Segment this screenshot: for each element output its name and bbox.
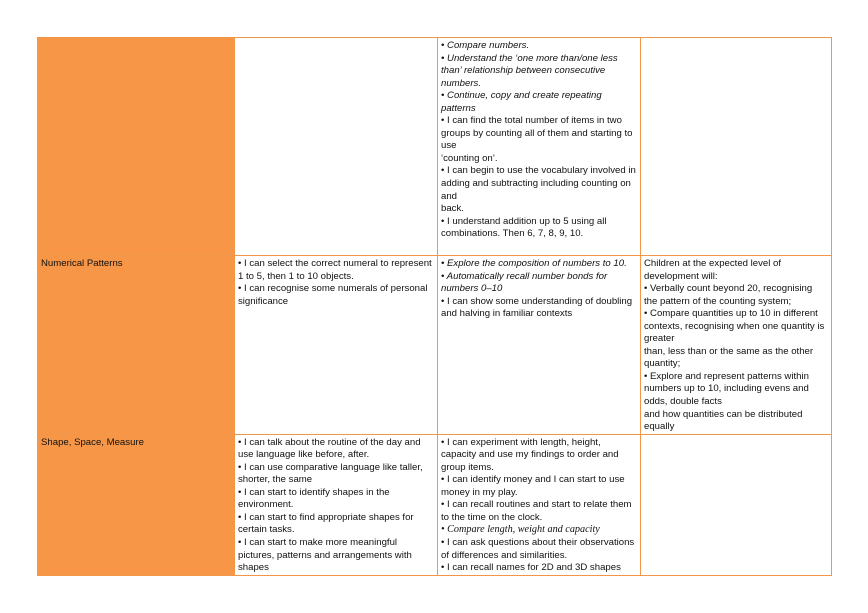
statement-line: • I can identify money and I can start to use money in my play. — [441, 474, 628, 498]
statement-line: back. — [441, 203, 464, 215]
statement-line: • I understand addition up to 5 using all combinations. Then 6, 7, 8, 9, 10. — [441, 215, 610, 240]
statement-line: • Explore and represent patterns within numbers up to 10, including evens and odds, double facts — [644, 370, 812, 408]
statement-line: • I can recognise some numerals of personal significance — [238, 283, 431, 307]
statements-cell-3 — [641, 256, 832, 435]
statement-line: • I can experiment with length, height, capacity and use my findings to order and group items. — [441, 436, 622, 473]
curriculum-table — [37, 37, 832, 576]
statements-cell-2 — [438, 256, 641, 435]
statements-cell-1 — [235, 434, 438, 575]
statement-line: • I can ask questions about their observations of differences and similarities. — [441, 537, 637, 561]
table-row — [38, 38, 832, 256]
statement-line: • Compare length, weight and capacity — [441, 524, 600, 536]
statement-line: Children at the expected level of development will: — [644, 258, 784, 282]
statement-line: • I can find the total number of items in two groups by counting all of them and starting to use — [441, 115, 636, 152]
area-label: Shape, Space, Measure — [41, 436, 144, 448]
statement-line: ‘counting on’. — [441, 152, 498, 164]
statement-line: • I can start to find appropriate shapes for certain tasks. — [238, 511, 417, 536]
area-cell — [38, 256, 235, 435]
statements-cell-1 — [235, 256, 438, 435]
statement-line: • I can start to make more meaningful pictures, patterns and arrangements with shapes — [238, 537, 415, 574]
statements-cell-2 — [438, 434, 641, 575]
area-label: Numerical Patterns — [41, 258, 123, 269]
statement-line: • Compare numbers. — [441, 40, 530, 51]
statement-line: • I can select the correct numeral to represent 1 to 5, then 1 to 10 objects. — [238, 258, 435, 282]
statement-line: • Automatically recall number bonds for numbers 0–10 — [441, 270, 610, 295]
statements-cell-1 — [235, 38, 438, 256]
statement-line: • I can begin to use the vocabulary involved in adding and subtracting including counting on and — [441, 165, 639, 202]
statement-line: • I can recall names for 2D and 3D shapes — [441, 562, 621, 574]
statement-line: • Understand the ‘one more than/one less than’ relationship between consecutive numbers. — [441, 52, 621, 89]
statement-line: and how quantities can be distributed equally — [644, 408, 806, 433]
statement-line: • I can show some understanding of doubling and halving in familiar contexts — [441, 295, 635, 320]
statement-line: • Verbally count beyond 20, recognising the pattern of the counting system; — [644, 283, 815, 307]
statement-line: • Explore the composition of numbers to 10. — [441, 258, 627, 269]
statement-line: • Continue, copy and create repeating patterns — [441, 90, 605, 114]
statements-cell-3 — [641, 434, 832, 575]
statement-line: • I can use comparative language like taller, shorter, the same — [238, 461, 426, 486]
area-cell — [38, 434, 235, 575]
statements-cell-3 — [641, 38, 832, 256]
statement-line: than, less than or the same as the other quantity; — [644, 345, 816, 370]
statements-cell-2 — [438, 38, 641, 256]
statement-line: • I can recall routines and start to relate them to the time on the clock. — [441, 499, 635, 523]
statement-line: • I can start to identify shapes in the environment. — [238, 486, 393, 511]
area-cell — [38, 38, 235, 256]
table-row — [38, 256, 832, 435]
statement-line: • I can talk about the routine of the day and use language like before, after. — [238, 436, 424, 461]
table-row — [38, 434, 832, 575]
statement-line: • Compare quantities up to 10 in different contexts, recognising when one quantity is greater — [644, 308, 827, 345]
